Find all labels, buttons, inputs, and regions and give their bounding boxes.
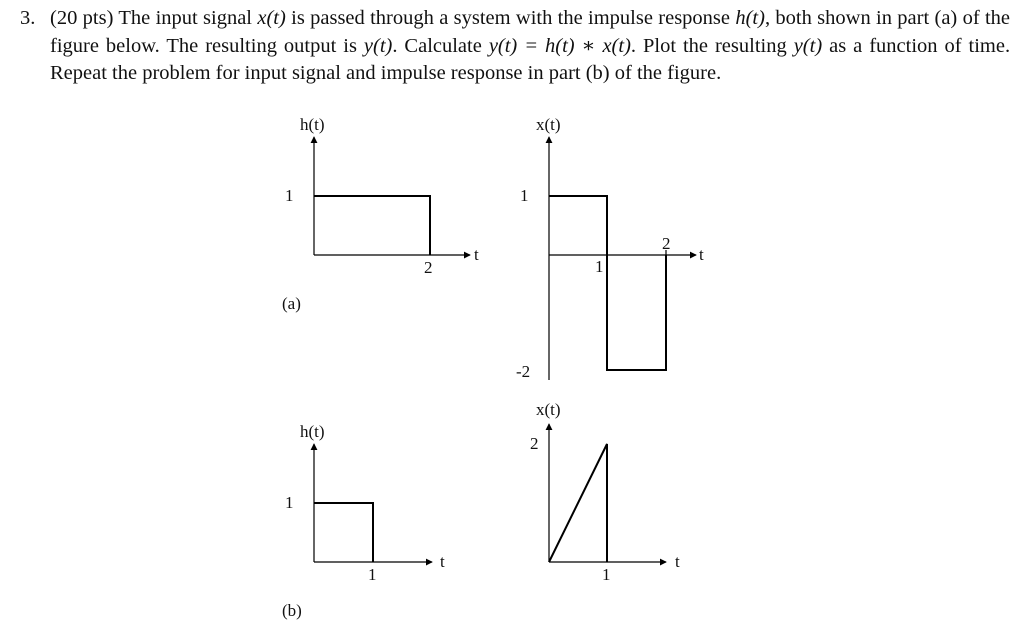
part-a-x-signal — [549, 196, 666, 370]
part-b-h-plot — [285, 422, 445, 584]
part-b-h-ylabel: h(t) — [300, 422, 325, 441]
problem-text-3: , both shown in part (a) of the figure below. The resulting output is — [50, 7, 1011, 57]
part-a-x-plot — [516, 115, 704, 381]
part-a-h-pulse — [314, 196, 430, 255]
part-a-h-plot — [285, 115, 479, 277]
part-b-x-xlabel: t — [675, 552, 680, 571]
part-a-x-x-tick-1: 1 — [595, 257, 604, 276]
problem-text-5: . Plot the resulting — [630, 34, 787, 57]
problem-text-6: as a function of time. Repeat the problem for input signal and impulse response in part (b) of the figure. — [50, 34, 1011, 84]
part-b-h-x-tick: 1 — [368, 565, 377, 584]
math-y-t: y(t) — [363, 34, 393, 57]
part-a-h-ylabel: h(t) — [300, 115, 325, 134]
part-a-h-xlabel: t — [474, 245, 479, 264]
math-y-t-2: y(t) — [793, 34, 823, 57]
part-b-x-ramp — [549, 444, 607, 562]
math-x-t: x(t) — [257, 7, 286, 29]
problem-text-2: is passed through a system with the impulse response — [291, 7, 731, 29]
part-a-x-xlabel: t — [699, 245, 704, 264]
convolution-equation: y(t) = h(t) ∗ x(t) — [488, 34, 631, 57]
problem-text-4: . Calculate — [392, 34, 482, 57]
part-a-h-y-tick: 1 — [285, 186, 294, 205]
part-b-h-xlabel: t — [440, 552, 445, 571]
problem-text-1: The input signal — [118, 7, 253, 29]
problem-number: 3. — [20, 7, 36, 29]
part-a-h-x-tick: 2 — [424, 258, 433, 277]
part-b-caption: (b) — [282, 601, 302, 620]
part-a-x-ylabel: x(t) — [536, 115, 561, 134]
part-b-x-y-tick: 2 — [530, 434, 539, 453]
part-b-h-pulse — [314, 503, 373, 562]
math-h-t: h(t) — [735, 7, 765, 29]
part-a-x-x-tick-2: 2 — [662, 234, 671, 253]
part-b-x-x-tick: 1 — [602, 565, 611, 584]
part-b-h-y-tick: 1 — [285, 493, 294, 512]
problem-points: (20 pts) — [50, 7, 114, 29]
part-a-x-y-tick-pos: 1 — [520, 186, 529, 205]
part-a-caption: (a) — [282, 294, 301, 313]
part-b-x-ylabel: x(t) — [536, 400, 561, 419]
part-b-x-plot — [530, 400, 680, 584]
part-a-x-y-tick-neg: -2 — [516, 362, 531, 381]
